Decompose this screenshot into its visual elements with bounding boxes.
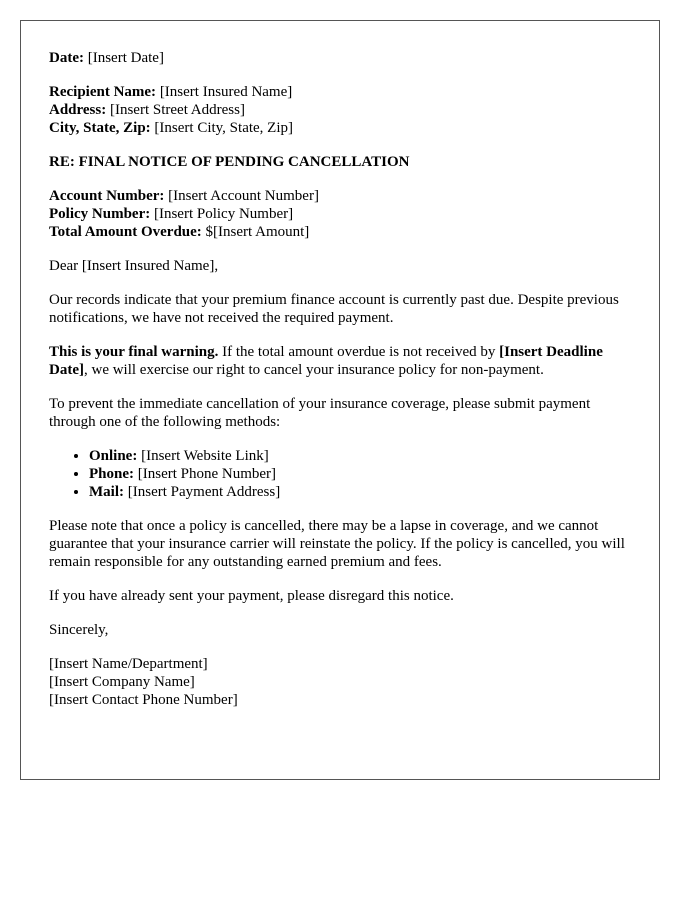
amount-overdue-line — [49, 223, 631, 241]
payment-method-label: Mail: — [89, 484, 124, 500]
closing: Sincerely, — [49, 622, 109, 638]
policy-number-label: Policy Number: — [49, 206, 151, 222]
date-value: [Insert Date] — [83, 50, 164, 66]
paragraph-payment-intro: To prevent the immediate cancellation of your insurance coverage, please submit payment through one of the following methods: — [49, 396, 591, 430]
letter-page — [20, 20, 660, 780]
amount-overdue-value: $[Insert Amount] — [201, 224, 310, 240]
account-number-label: Account Number: — [49, 188, 165, 204]
payment-method-phone — [89, 465, 631, 483]
signature-company: [Insert Company Name] — [49, 674, 195, 690]
warning-text-a: If the total amount overdue is not received by — [218, 344, 500, 360]
address-label: Address: — [49, 102, 107, 118]
warning-text-b: , we will exercise our right to cancel your insurance policy for non-payment. — [83, 362, 544, 378]
date-label: Date: — [49, 50, 84, 66]
payment-method-value: [Insert Phone Number] — [134, 466, 277, 482]
policy-number-line — [49, 205, 631, 223]
account-number-value: [Insert Account Number] — [164, 188, 319, 204]
city-state-zip-line — [49, 119, 631, 137]
paragraph-disregard: If you have already sent your payment, please disregard this notice. — [49, 588, 454, 604]
account-block — [49, 187, 631, 241]
recipient-name-line — [49, 83, 631, 101]
paragraph-past-due: Our records indicate that your premium finance account is currently past due. Despite previous notifications, we have not received the required payment. — [49, 292, 619, 326]
policy-number-value: [Insert Policy Number] — [150, 206, 294, 222]
address-line — [49, 101, 631, 119]
payment-method-label: Online: — [89, 448, 138, 464]
payment-method-mail — [89, 483, 631, 501]
account-number-line — [49, 187, 631, 205]
recipient-block — [49, 83, 631, 137]
payment-methods-list — [49, 447, 631, 501]
signature-name: [Insert Name/Department] — [49, 656, 208, 672]
city-state-zip-value: [Insert City, State, Zip] — [150, 120, 294, 136]
amount-overdue-label: Total Amount Overdue: — [49, 224, 202, 240]
payment-method-online — [89, 447, 631, 465]
re-line: RE: FINAL NOTICE OF PENDING CANCELLATION — [49, 154, 410, 170]
payment-method-value: [Insert Website Link] — [137, 448, 269, 464]
deadline-date: [Insert Deadline Date] — [49, 344, 603, 378]
recipient-name-value: [Insert Insured Name] — [156, 84, 293, 100]
payment-method-value: [Insert Payment Address] — [124, 484, 281, 500]
signature-block — [49, 655, 631, 709]
payment-method-label: Phone: — [89, 466, 134, 482]
date-block — [49, 49, 631, 67]
date-line — [49, 49, 631, 67]
final-warning-text: This is your final warning. — [49, 344, 219, 360]
paragraph-final-warning — [49, 343, 631, 379]
re-block — [49, 153, 631, 171]
city-state-zip-label: City, State, Zip: — [49, 120, 151, 136]
signature-phone: [Insert Contact Phone Number] — [49, 692, 238, 708]
salutation: Dear [Insert Insured Name], — [49, 258, 219, 274]
paragraph-lapse-notice: Please note that once a policy is cancelled, there may be a lapse in coverage, and we cannot guarantee that your insurance carrier will reinstate the policy. If the policy is cancelled, you will remain responsible for any outstanding earned premium and fees. — [49, 518, 625, 570]
recipient-name-label: Recipient Name: — [49, 84, 157, 100]
address-value: [Insert Street Address] — [106, 102, 245, 118]
